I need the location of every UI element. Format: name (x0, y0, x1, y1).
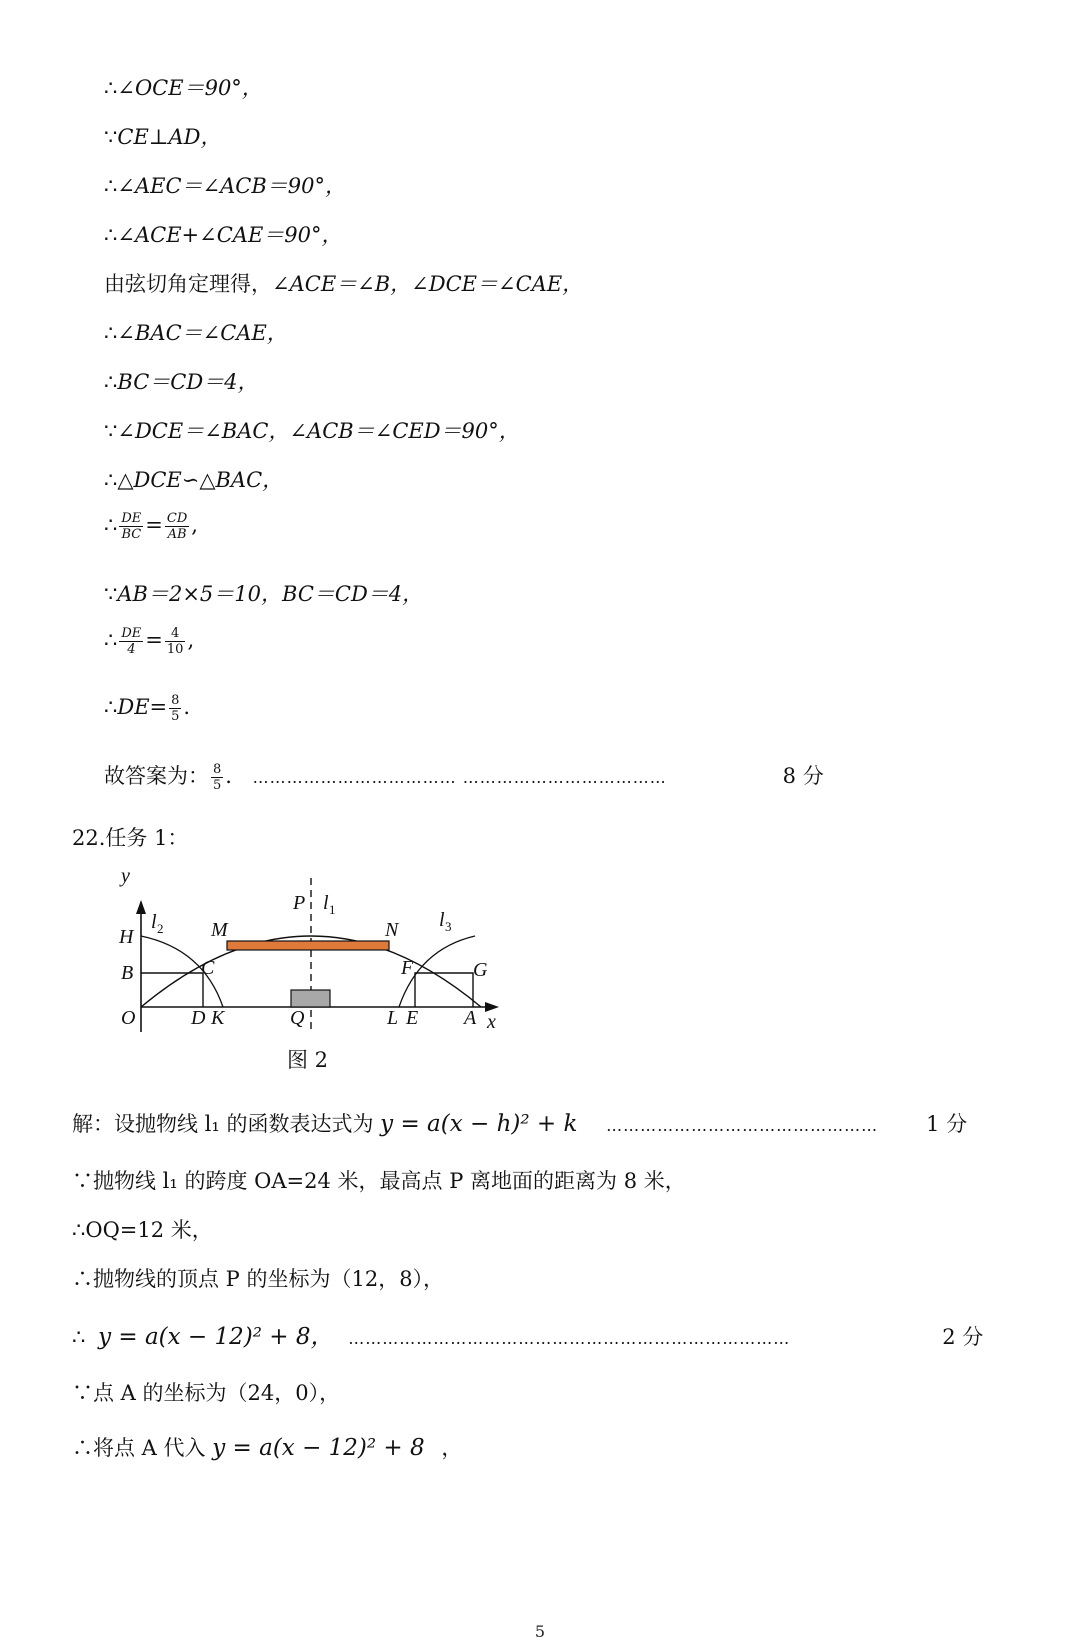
step-math: CE⊥AD， (117, 125, 222, 149)
step-math: DE= (117, 695, 168, 719)
label-l3-subscript: 3 (445, 919, 452, 934)
proof-step-6 (104, 317, 288, 347)
score-leader-dots: ……………………………… ……………………………… (252, 768, 667, 787)
solution-line-vertex: ∴抛物线的顶点 P 的坐标为（12，8）， (72, 1267, 445, 1291)
given-line (104, 578, 423, 608)
orange-bar-mn (227, 941, 389, 950)
step-math: △DCE∽△BAC， (117, 468, 284, 492)
step-math: ∠ACE+∠CAE＝90°， (117, 223, 343, 247)
label-l2: l (151, 911, 157, 933)
rectangle-feg (415, 973, 473, 1007)
proof-step-5 (104, 268, 583, 298)
solution-line-oq: ∴OQ=12 米， (72, 1218, 213, 1242)
answer-line: 故答案为： $\frac{8}{5}$ . ……………………………… ……………………………… 8 分 (104, 762, 824, 793)
step-math: ∠OCE＝90°， (117, 76, 263, 100)
step-math: ∠DCE＝∠BAC，∠ACB＝∠CED＝90°， (117, 419, 520, 443)
step-math: ∠AEC＝∠ACB＝90°， (117, 174, 347, 198)
label-h: H (119, 926, 134, 948)
fraction-cd-ab: $\frac{CD}{AB}$ (166, 511, 188, 542)
fraction-8-5: $\frac{8}{5}$ (171, 693, 180, 724)
substitute-formula: y = a(x − 12)² + 8 (212, 1435, 425, 1461)
rectangle-bcd (141, 973, 203, 1007)
vertex-form-formula: y = a(x − h)² + k (380, 1111, 578, 1137)
label-p: P (293, 892, 306, 914)
step-prefix: ∴ (104, 174, 118, 198)
step-prefix: ∴ (104, 695, 118, 719)
proof-step-7 (104, 366, 259, 396)
score-points: 2 分 (942, 1325, 984, 1349)
step-math: AB＝2×5＝10，BC＝CD＝4， (117, 582, 424, 606)
solution-line-point-a: ∵点 A 的坐标为（24，0）， (72, 1381, 341, 1405)
y-axis-arrow-icon (136, 900, 146, 914)
figure-caption: 图 2 (287, 1048, 329, 1072)
step-prefix: ∴ (104, 628, 118, 652)
proof-step-9 (104, 464, 283, 494)
label-k: K (211, 1007, 225, 1029)
score-points: 1 分 (926, 1112, 968, 1136)
step-math: ∠BAC＝∠CAE， (117, 321, 288, 345)
page-number: 5 (534, 1622, 546, 1641)
answer-label: 故答案为： (104, 764, 209, 788)
label-y: y (121, 865, 130, 887)
label-f: F (401, 957, 414, 979)
score-points: 8 分 (782, 764, 824, 788)
label-x: x (487, 1011, 496, 1033)
vertex-formula-12-8: y = a(x − 12)² + 8， (98, 1324, 334, 1350)
step-math: ∠ACE＝∠B，∠DCE＝∠CAE， (272, 272, 584, 296)
label-l1: l (323, 892, 329, 914)
solution-line-substitute: ∴将点 A 代入 y = a(x − 12)² + 8 ， (72, 1435, 463, 1461)
proof-step-4 (104, 219, 343, 249)
task-heading: 22.任务 1： (72, 826, 189, 850)
step-prefix: ∴将点 A 代入 (72, 1436, 206, 1460)
step-prefix: ∵ (104, 419, 118, 443)
label-e: E (406, 1007, 419, 1029)
label-l: L (387, 1007, 399, 1029)
proof-step-2 (104, 121, 222, 151)
solution-line-formula (72, 1318, 983, 1351)
step-prefix: ∵ (104, 582, 118, 606)
step-prefix: ∴ (104, 370, 118, 394)
label-l1-subscript: 1 (329, 902, 336, 917)
step-prefix: ∴ (104, 321, 118, 345)
label-d: D (191, 1007, 206, 1029)
fraction-de-bc: $\frac{DE}{BC}$ (121, 511, 142, 542)
label-n: N (385, 919, 399, 941)
solution-intro: 解：设抛物线 l₁ 的函数表达式为 (72, 1112, 374, 1136)
proof-step-8 (104, 415, 520, 445)
solution-line-span: ∵抛物线 l₁ 的跨度 OA=24 米，最高点 P 离地面的距离为 8 米， (72, 1169, 686, 1193)
label-c: C (201, 957, 215, 979)
step-math: BC＝CD＝4， (117, 370, 259, 394)
label-m: M (211, 919, 228, 941)
score-leader-dots: …………………………………………………………………… (348, 1329, 791, 1348)
step-prefix: 由弦切角定理得， (104, 272, 272, 296)
label-g: G (473, 959, 488, 981)
score-leader-dots: ………………………………………… (606, 1116, 879, 1135)
grey-box-q (291, 990, 330, 1007)
proof-step-3 (104, 170, 346, 200)
step-prefix: ∴ (72, 1325, 86, 1349)
de-result-line: ∴DE= $\frac{8}{5}$ . (104, 693, 191, 724)
fraction-answer: $\frac{8}{5}$ (213, 762, 222, 793)
step-prefix: ∵ (104, 125, 118, 149)
fraction-de-4: $\frac{DE}{4}$ (121, 626, 142, 657)
ratio-line-2: ∴ $\frac{DE}{4}$ = $\frac{4}{10}$ , (104, 626, 195, 657)
step-prefix: ∴ (104, 513, 118, 537)
label-q: Q (290, 1007, 305, 1029)
label-b: B (121, 962, 134, 984)
label-o: O (121, 1007, 136, 1029)
ratio-line-1: ∴ $\frac{DE}{BC}$ = $\frac{CD}{AB}$ , (104, 511, 198, 542)
label-l2-subscript: 2 (157, 921, 164, 936)
fraction-4-10: $\frac{4}{10}$ (166, 626, 184, 657)
proof-step-1 (104, 72, 263, 102)
label-a: A (464, 1007, 477, 1029)
step-prefix: ∴ (104, 223, 118, 247)
solution-intro-line (72, 1108, 967, 1138)
step-prefix: ∴ (104, 76, 118, 100)
step-prefix: ∴ (104, 468, 118, 492)
label-l3: l (439, 909, 445, 931)
